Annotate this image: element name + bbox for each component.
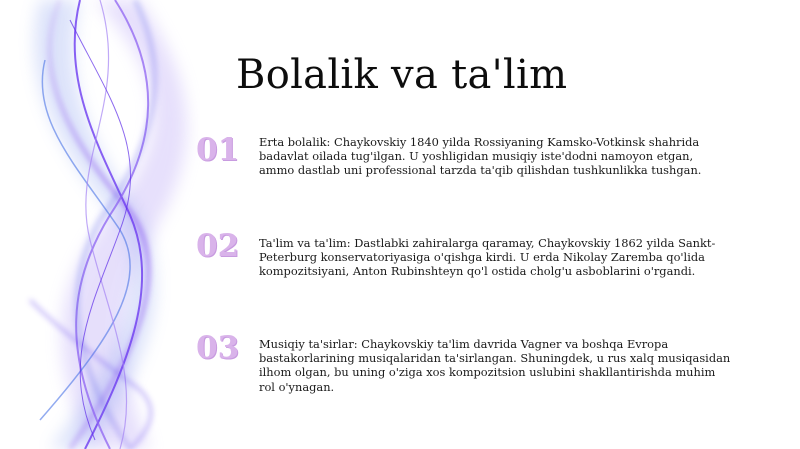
item-number: 03 xyxy=(196,330,240,366)
item-text: Musiqiy ta'sirlar: Chaykovskiy ta'lim davrida Vagner va boshqa Evropa bastakorlarining musiqalaridan ta'sirlangan. Shuningdek, u rus xalq musiqasidan ilhom olgan, bu uning o'ziga xos kompozitsion uslubini shakllantirishda muhim rol o'ynagan. xyxy=(259,337,731,394)
slide-title: Bolalik va ta'lim xyxy=(236,51,568,98)
item-number: 01 xyxy=(196,132,240,168)
purple-smoke-wave-decoration xyxy=(0,0,200,449)
item-text: Ta'lim va ta'lim: Dastlabki zahiralarga qaramay, Chaykovskiy 1862 yilda Sankt-Peterburg konservatoriyasiga o'qishga kirdi. U erda Nikolay Zaremba qo'lida kompozitsiyani, Anton Rubinshteyn qo'l ostida cholg'u asboblarini o'rgandi. xyxy=(259,236,716,279)
item-number: 02 xyxy=(196,228,240,264)
item-text: Erta bolalik: Chaykovskiy 1840 yilda Rossiyaning Kamsko-Votkinsk shahrida badavlat oilada tug'ilgan. U yoshligidan musiqiy iste'dodni namoyon etgan, ammo dastlab uni professional tarzda ta'qib qilishdan tushkunlikka tushgan. xyxy=(259,135,702,178)
